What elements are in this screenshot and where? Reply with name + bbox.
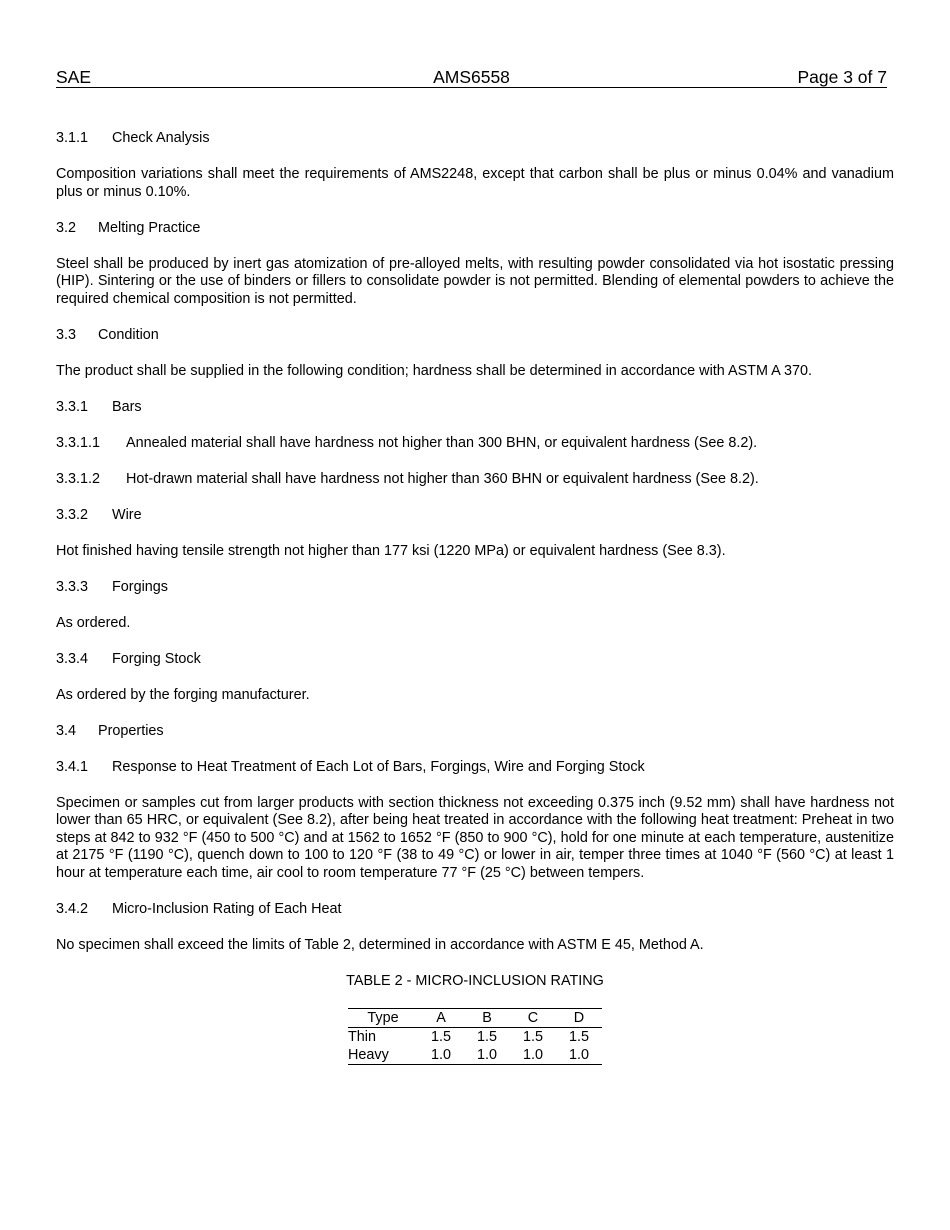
- table-cell: 1.0: [510, 1046, 556, 1065]
- paragraph: As ordered by the forging manufacturer.: [56, 686, 310, 703]
- section-number: 3.2: [56, 219, 77, 236]
- section-number: 3.3.3: [56, 578, 89, 595]
- micro-inclusion-table: [348, 1008, 602, 1065]
- paragraph: Composition variations shall meet the requirements of AMS2248, except that carbon shall be plus or minus 0.04% and vanadium plus or minus 0.10%.: [56, 166, 894, 200]
- header-page-number: Page 3 of 7: [797, 67, 887, 87]
- section-heading: [56, 507, 894, 525]
- table-cell: 1.0: [464, 1046, 510, 1065]
- table-header-cell: D: [556, 1009, 602, 1028]
- section-heading: [56, 220, 894, 238]
- paragraph: Steel shall be produced by inert gas atomization of pre-alloyed melts, with resulting powder consolidated via hot isostatic pressing (HIP). Sintering or the use of binders or fillers to consolidate powder is not permitted. Blending of elemental powders to achieve the required chemical composition is not permitted.: [56, 255, 894, 307]
- section-title: Response to Heat Treatment of Each Lot of Bars, Forgings, Wire and Forging Stock: [112, 758, 645, 775]
- table-header-row: [348, 1009, 602, 1028]
- section-heading: [56, 759, 894, 777]
- section-heading: [56, 435, 894, 453]
- table-header-cell: A: [418, 1009, 464, 1028]
- header-organization: SAE: [56, 67, 92, 87]
- table-cell: 1.5: [430, 1029, 451, 1045]
- section-number: 3.4: [56, 722, 77, 739]
- document-body: [56, 130, 894, 1065]
- paragraph: As ordered.: [56, 614, 131, 631]
- section-title: Melting Practice: [98, 219, 201, 236]
- section-heading: [56, 399, 894, 417]
- table-row: [348, 1028, 602, 1047]
- section-title: Condition: [98, 326, 159, 343]
- page-header: [56, 67, 887, 88]
- section-title: Forging Stock: [112, 650, 201, 667]
- table-cell: Thin: [348, 1029, 376, 1045]
- table-cell: 1.0: [418, 1046, 464, 1065]
- section-number: 3.3.2: [56, 506, 89, 523]
- table-header-cell: Type: [348, 1009, 418, 1028]
- table-cell: 1.5: [476, 1029, 497, 1045]
- section-title: Hot-drawn material shall have hardness not higher than 360 BHN or equivalent hardness (See 8.2).: [126, 470, 759, 487]
- table-header-cell: B: [464, 1009, 510, 1028]
- section-number: 3.1.1: [56, 130, 89, 146]
- section-heading: [56, 327, 894, 345]
- section-number: 3.3.1.1: [56, 434, 101, 451]
- table-title: TABLE 2 - MICRO-INCLUSION RATING: [346, 972, 604, 989]
- paragraph: Hot finished having tensile strength not higher than 177 ksi (1220 MPa) or equivalent hardness (See 8.3).: [56, 542, 726, 559]
- section-number: 3.3: [56, 326, 77, 343]
- section-title: Micro-Inclusion Rating of Each Heat: [112, 900, 342, 917]
- table-cell: 1.0: [556, 1046, 602, 1065]
- section-title: Properties: [98, 722, 164, 739]
- table-row: [348, 1046, 602, 1065]
- paragraph: The product shall be supplied in the following condition; hardness shall be determined in accordance with ASTM A 370.: [56, 362, 812, 379]
- section-heading: [56, 901, 894, 919]
- section-number: 3.4.1: [56, 758, 89, 775]
- section-number: 3.3.4: [56, 650, 89, 667]
- section-title: Check Analysis: [112, 130, 210, 146]
- section-number: 3.3.1: [56, 398, 89, 415]
- table-cell: Heavy: [348, 1046, 418, 1065]
- paragraph: No specimen shall exceed the limits of Table 2, determined in accordance with ASTM E 45, Method A.: [56, 936, 704, 953]
- section-number: 3.4.2: [56, 900, 89, 917]
- section-title: Bars: [112, 398, 142, 415]
- table-header-cell: C: [510, 1009, 556, 1028]
- section-number: 3.3.1.2: [56, 470, 101, 487]
- section-title: Wire: [112, 506, 142, 523]
- header-document-number: AMS6558: [433, 67, 510, 87]
- section-heading: [56, 723, 894, 741]
- section-heading: [56, 130, 894, 148]
- section-heading: [56, 579, 894, 597]
- table-cell: 1.5: [568, 1029, 589, 1045]
- table-cell: 1.5: [522, 1029, 543, 1045]
- paragraph: Specimen or samples cut from larger products with section thickness not exceeding 0.375 inch (9.52 mm) shall have hardness not lower than 65 HRC, or equivalent (See 8.2), after being heat treated in accordance with the following heat treatment: Preheat in two steps at 842 to 932 °F (450 to 500 °C) and at 1562 to 1652 °F (850 to 900 °C), hold for one minute at each temperature, austenitize at 2175 °F (1190 °C), quench down to 100 to 120 °F (38 to 49 °C) or lower in air, temper three times at 1040 °F (560 °C) at least 1 hour at temperature each time, air cool to room temperature 77 °F (25 °C) between tempers.: [56, 794, 894, 881]
- section-list: [56, 130, 894, 954]
- section-heading: [56, 651, 894, 669]
- section-heading: [56, 471, 894, 489]
- section-title: Forgings: [112, 578, 168, 595]
- section-title: Annealed material shall have hardness not higher than 300 BHN, or equivalent hardness (See 8.2).: [126, 434, 758, 451]
